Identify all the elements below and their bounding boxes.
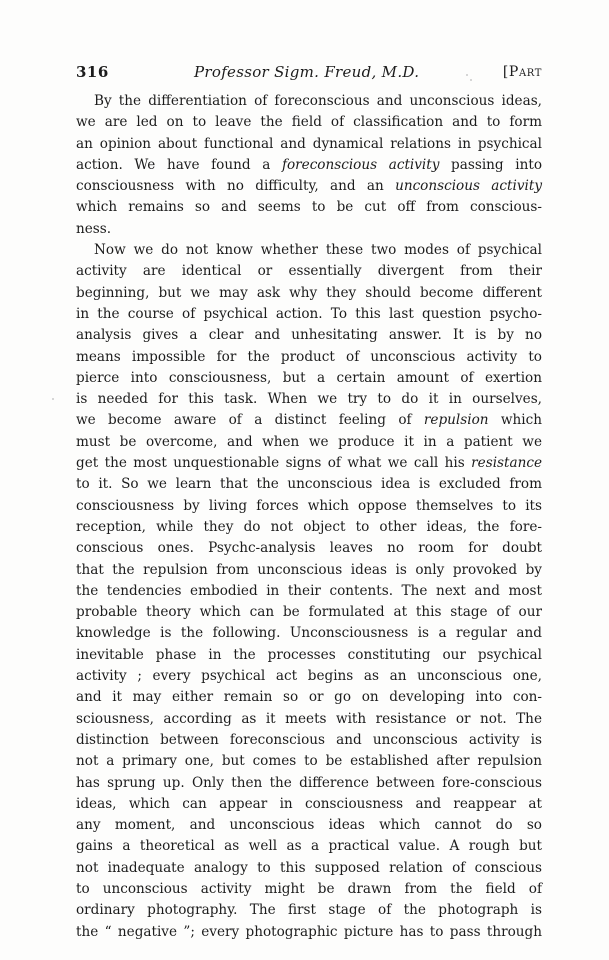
text-segment: ideas, which can appear in consciousness and reappear at <box>76 795 542 812</box>
text-segment: ness. <box>76 220 112 237</box>
text-line <box>76 410 542 431</box>
text-segment: consciousness by living forces which oppose themselves to its <box>76 497 542 514</box>
text-segment: passing into <box>439 156 542 173</box>
text-line <box>76 879 542 900</box>
text-segment: which remains so and seems to be cut off from conscious- <box>76 199 542 216</box>
text-line <box>76 666 542 687</box>
text-line <box>76 751 542 772</box>
text-line <box>76 730 542 751</box>
text-segment: pierce into consciousness, but a certain amount of exertion <box>76 369 542 386</box>
text-segment: consciousness with no difficulty, and an <box>76 178 396 195</box>
text-segment: ordinary photography. The first stage of the photograph is <box>76 902 542 919</box>
text-segment: not a primary one, but comes to be established after repulsion <box>76 753 542 770</box>
text-segment: analysis gives a clear and unhesitating answer. It is by no <box>76 327 542 344</box>
text-segment: probable theory which can be formulated at this stage of our <box>76 604 542 621</box>
text-line <box>76 794 542 815</box>
text-line <box>76 560 542 581</box>
text-line <box>76 261 542 282</box>
text-segment: which <box>488 412 542 429</box>
text-segment: sciousness, according as it meets with resistance or not. The <box>76 710 542 727</box>
text-segment: gains a theoretical as well as a practical value. A rough but <box>76 838 542 855</box>
text-line <box>76 623 542 644</box>
text-line <box>76 496 542 517</box>
text-line <box>76 197 542 218</box>
text-line <box>76 368 542 389</box>
text-segment: reception, while they do not object to other ideas, the fore- <box>76 518 542 535</box>
text-segment: and it may either remain so or go on developing into con- <box>76 689 542 706</box>
text-line <box>76 240 542 261</box>
scan-speck <box>466 74 468 76</box>
text-segment: By the differentiation of foreconscious and unconscious ideas, <box>94 93 542 109</box>
text-line <box>76 91 542 112</box>
text-segment: we become aware of a distinct feeling of <box>76 412 424 429</box>
text-segment: to unconscious activity might be drawn from the field of <box>76 880 542 897</box>
text-line <box>76 325 542 346</box>
emphasis-text: unconscious activity <box>395 178 542 195</box>
text-segment: we are led on to leave the field of classification and to form <box>76 114 542 131</box>
paragraph <box>76 240 542 943</box>
paragraph <box>76 91 542 240</box>
running-head <box>76 61 542 83</box>
text-segment: has sprung up. Only then the difference between fore-conscious <box>76 774 542 791</box>
text-line <box>76 474 542 495</box>
text-line <box>76 709 542 730</box>
text-line <box>76 283 542 304</box>
emphasis-text: foreconscious activity <box>281 156 440 173</box>
text-segment: to it. So we learn that the unconscious idea is excluded from <box>76 476 542 493</box>
text-line <box>76 581 542 602</box>
text-line <box>76 155 542 176</box>
emphasis-text: repulsion <box>423 412 489 429</box>
text-line <box>76 538 542 559</box>
text-line <box>76 645 542 666</box>
text-line <box>76 836 542 857</box>
page-number: 316 <box>76 63 109 81</box>
text-segment: get the most unquestionable signs of what we call his <box>76 455 472 472</box>
text-line <box>76 517 542 538</box>
text-segment: inevitable phase in the processes constituting our psychical <box>76 646 542 663</box>
part-label: [Part <box>502 64 542 80</box>
text-line <box>76 112 542 133</box>
text-line <box>76 858 542 879</box>
scan-speck <box>470 79 472 81</box>
text-segment: the tendencies embodied in their contents. The next and most <box>76 582 542 599</box>
text-segment: not inadequate analogy to this supposed relation of conscious <box>76 859 542 876</box>
text-line <box>76 773 542 794</box>
text-segment: is needed for this task. When we try to do it in ourselves, <box>76 391 542 408</box>
text-segment: an opinion about functional and dynamical relations in psychical <box>76 135 542 152</box>
text-line <box>76 432 542 453</box>
text-segment: Now we do not know whether these two modes of psychical <box>94 242 542 259</box>
text-line <box>76 922 542 943</box>
text-line <box>76 304 542 325</box>
text-line <box>76 176 542 197</box>
text-line <box>76 815 542 836</box>
text-segment: any moment, and unconscious ideas which cannot do so <box>76 817 542 834</box>
running-title: Professor Sigm. Freud, M.D. <box>194 63 420 81</box>
text-segment: knowledge is the following. Unconsciousness is a regular and <box>76 625 542 642</box>
text-segment: distinction between foreconscious and unconscious activity is <box>76 731 542 748</box>
text-line <box>76 219 542 240</box>
text-segment: means impossible for the product of unconscious activity to <box>76 348 542 365</box>
text-segment: the “ negative ”; every photographic picture has to pass through <box>76 923 542 940</box>
text-segment: action. We have found a <box>76 156 282 173</box>
text-line <box>76 389 542 410</box>
text-segment: activity ; every psychical act begins as an unconscious one, <box>76 668 542 685</box>
text-line <box>76 134 542 155</box>
text-segment: must be overcome, and when we produce it in a patient we <box>76 433 542 450</box>
text-segment: that the repulsion from unconscious ideas is only provoked by <box>76 561 542 578</box>
text-line <box>76 687 542 708</box>
emphasis-text: resistance <box>471 455 542 472</box>
text-line <box>76 347 542 368</box>
scan-speck <box>52 398 54 400</box>
text-segment: in the course of psychical action. To this last question psycho- <box>76 305 542 322</box>
text-segment: activity are identical or essentially divergent from their <box>76 263 542 280</box>
body-text <box>76 91 542 943</box>
text-line <box>76 602 542 623</box>
text-line <box>76 453 542 474</box>
text-segment: beginning, but we may ask why they should become different <box>76 284 542 301</box>
text-line <box>76 900 542 921</box>
text-segment: conscious ones. Psychc-analysis leaves no room for doubt <box>76 540 542 557</box>
